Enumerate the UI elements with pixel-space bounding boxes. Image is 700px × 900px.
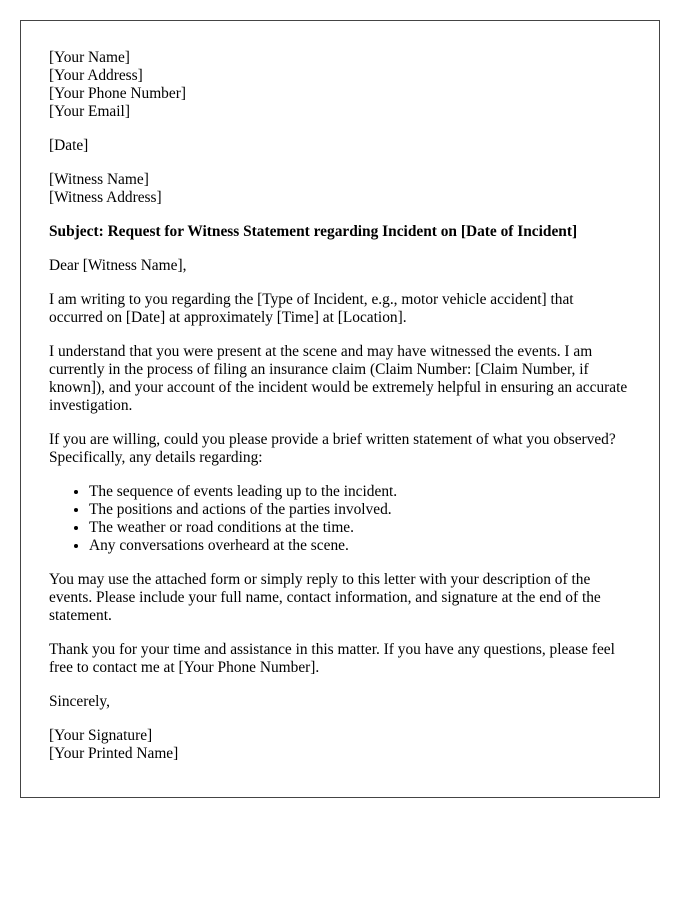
printed-name: [Your Printed Name] (49, 745, 179, 762)
recipient-address: [Witness Address] (49, 189, 162, 206)
sender-email: [Your Email] (49, 103, 130, 120)
signature-placeholder: [Your Signature] (49, 727, 153, 744)
details-list (49, 483, 631, 555)
sender-block (49, 49, 631, 121)
subject-line: Subject: Request for Witness Statement regarding Incident on [Date of Incident] (49, 223, 578, 240)
signature-block (49, 727, 631, 763)
paragraph-claim: I understand that you were present at the scene and may have witnessed the events. I am currently in the process of filing an insurance claim (Claim Number: [Claim Number, if known]), and your account of the incident would be extremely helpful in ensuring an accurate investigation. (49, 343, 628, 414)
signoff: Sincerely, (49, 693, 110, 710)
letter-date: [Date] (49, 137, 89, 154)
salutation: Dear [Witness Name], (49, 257, 187, 274)
paragraph-thanks: Thank you for your time and assistance in this matter. If you have any questions, please feel free to contact me at [Your Phone Number]. (49, 641, 615, 676)
sender-address: [Your Address] (49, 67, 143, 84)
sender-phone: [Your Phone Number] (49, 85, 186, 102)
paragraph-request: If you are willing, could you please provide a brief written statement of what you observed? Specifically, any details regarding: (49, 431, 616, 466)
letter-document (20, 20, 660, 798)
recipient-block (49, 171, 631, 207)
sender-name: [Your Name] (49, 49, 130, 66)
list-item: • The positions and actions of the parties involved. (89, 501, 631, 519)
paragraph-instructions: You may use the attached form or simply reply to this letter with your description of the events. Please include your full name, contact information, and signature at the end of the statement. (49, 571, 601, 624)
date-block (49, 137, 631, 155)
paragraph-incident: I am writing to you regarding the [Type of Incident, e.g., motor vehicle accident] that occurred on [Date] at approximately [Time] at [Location]. (49, 291, 574, 326)
list-item: • Any conversations overheard at the scene. (89, 537, 631, 555)
recipient-name: [Witness Name] (49, 171, 149, 188)
list-item: • The weather or road conditions at the time. (89, 519, 631, 537)
list-item: • The sequence of events leading up to the incident. (89, 483, 631, 501)
